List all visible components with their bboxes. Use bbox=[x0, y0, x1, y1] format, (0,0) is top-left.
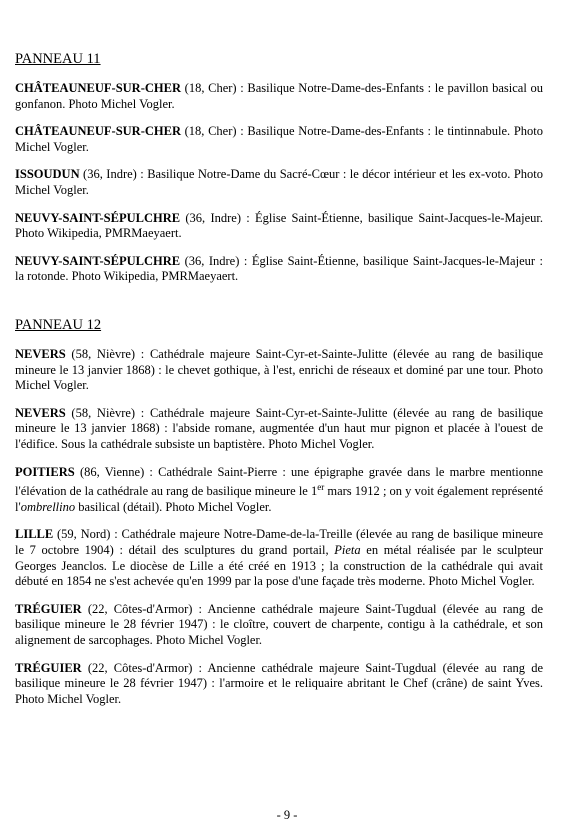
ordinal-superscript: er bbox=[317, 482, 325, 493]
caption-text: en métal réalisée par le sculpteur Georges Jeanclos. Le diocèse de Lille a été créé en 1913 ; la construction de la cathédrale qui avait débuté en 1854 ne s'est achevée qu'en 1999 par la pose d'une façade très moderne. Photo Michel Vogler. bbox=[15, 543, 544, 589]
document-page bbox=[15, 50, 543, 707]
place-name: LILLE bbox=[15, 527, 54, 542]
caption-text: (36, Indre) : Église Saint-Étienne, basilique Saint-Jacques-le-Majeur. Photo Wikipedia, PMRMaeyaert. bbox=[15, 210, 543, 241]
caption-text: (18, Cher) : Basilique Notre-Dame-des-Enfants : le pavillon basical ou gonfanon. Photo Michel Vogler. bbox=[15, 81, 543, 111]
place-name: TRÉGUIER bbox=[15, 601, 82, 616]
caption-entry bbox=[15, 254, 543, 285]
caption-text: (58, Nièvre) : Cathédrale majeure Saint-Cyr-et-Sainte-Julitte (élevée au rang de basilique mineure le 13 janvier 1868) : l'abside romane, augmentée d'un haut mur pignon et placée à l'ouest de l'édifice. Sous la cathédrale subsiste un baptistère. Photo Michel Vogler. bbox=[15, 405, 543, 451]
place-name: NEUVY-SAINT-SÉPULCHRE bbox=[15, 253, 181, 268]
caption-text: (86, Vienne) : Cathédrale Saint-Pierre : une épigraphe gravée dans le marbre mentionne l'élévation de la cathédrale au rang de basilique mineure le 1 bbox=[15, 464, 543, 499]
caption-text: (18, Cher) : Basilique Notre-Dame-des-Enfants : le tintinnabule. Photo Michel Vogler. bbox=[15, 124, 543, 154]
place-name: ISSOUDUN bbox=[15, 167, 80, 182]
place-name: POITIERS bbox=[15, 464, 75, 479]
page-number: - 9 - bbox=[276, 808, 298, 822]
place-name: NEVERS bbox=[15, 405, 66, 420]
caption-text: (59, Nord) : Cathédrale majeure Notre-Dame-de-la-Treille (élevée au rang de basilique mineure le 7 octobre 1904) : détail des sculptures du grand portail, bbox=[15, 527, 543, 558]
italic-term: ombrellino bbox=[20, 499, 76, 514]
place-name: NEVERS bbox=[15, 346, 66, 361]
panel-heading-12: PANNEAU 12 bbox=[15, 316, 102, 333]
caption-entry bbox=[15, 406, 543, 453]
place-name: TRÉGUIER bbox=[15, 660, 82, 675]
caption-text: basilical (détail). Photo Michel Vogler. bbox=[75, 499, 272, 514]
caption-entry bbox=[15, 465, 543, 516]
place-name: CHÂTEAUNEUF-SUR-CHER bbox=[15, 124, 181, 139]
caption-entry bbox=[15, 602, 543, 649]
caption-entry bbox=[15, 167, 543, 198]
caption-text: (36, Indre) : Basilique Notre-Dame du Sacré-Cœur : le décor intérieur et les ex-voto. Photo Michel Vogler. bbox=[15, 167, 543, 197]
caption-text: mars 1912 ; on y voit également représenté l' bbox=[15, 484, 544, 514]
caption-entry bbox=[15, 661, 543, 708]
caption-text: (22, Côtes-d'Armor) : Ancienne cathédrale majeure Saint-Tugdual (élevée au rang de basilique mineure le 28 février 1947) : le cloître, couvert de charpente, contigu à la cathédrale, et son alignement de sarcophages. Photo Michel Vogler. bbox=[15, 601, 543, 647]
caption-text: (36, Indre) : Église Saint-Étienne, basilique Saint-Jacques-le-Majeur : la rotonde. Photo Wikipedia, PMRMaeyaert. bbox=[15, 253, 543, 284]
caption-entry bbox=[15, 527, 543, 589]
caption-text: (22, Côtes-d'Armor) : Ancienne cathédrale majeure Saint-Tugdual (élevée au rang de basilique mineure le 28 février 1947) : l'armoire et le reliquaire abritant le Chef (crâne) de saint Yves. Photo Michel Vogler. bbox=[15, 660, 543, 706]
place-name: NEUVY-SAINT-SÉPULCHRE bbox=[15, 210, 181, 225]
caption-entry bbox=[15, 211, 543, 242]
caption-entry bbox=[15, 347, 543, 394]
italic-term: Pieta bbox=[334, 543, 361, 558]
place-name: CHÂTEAUNEUF-SUR-CHER bbox=[15, 81, 181, 95]
caption-entry bbox=[15, 124, 543, 155]
caption-entry bbox=[15, 81, 543, 112]
panel-heading-11: PANNEAU 11 bbox=[15, 51, 101, 67]
caption-text: (58, Nièvre) : Cathédrale majeure Saint-Cyr-et-Sainte-Julitte (élevée au rang de basilique mineure le 13 janvier 1868) : le chevet gothique, à l'est, enrichi de réseaux et dominé par une tour. Photo Michel Vogler. bbox=[15, 346, 543, 393]
